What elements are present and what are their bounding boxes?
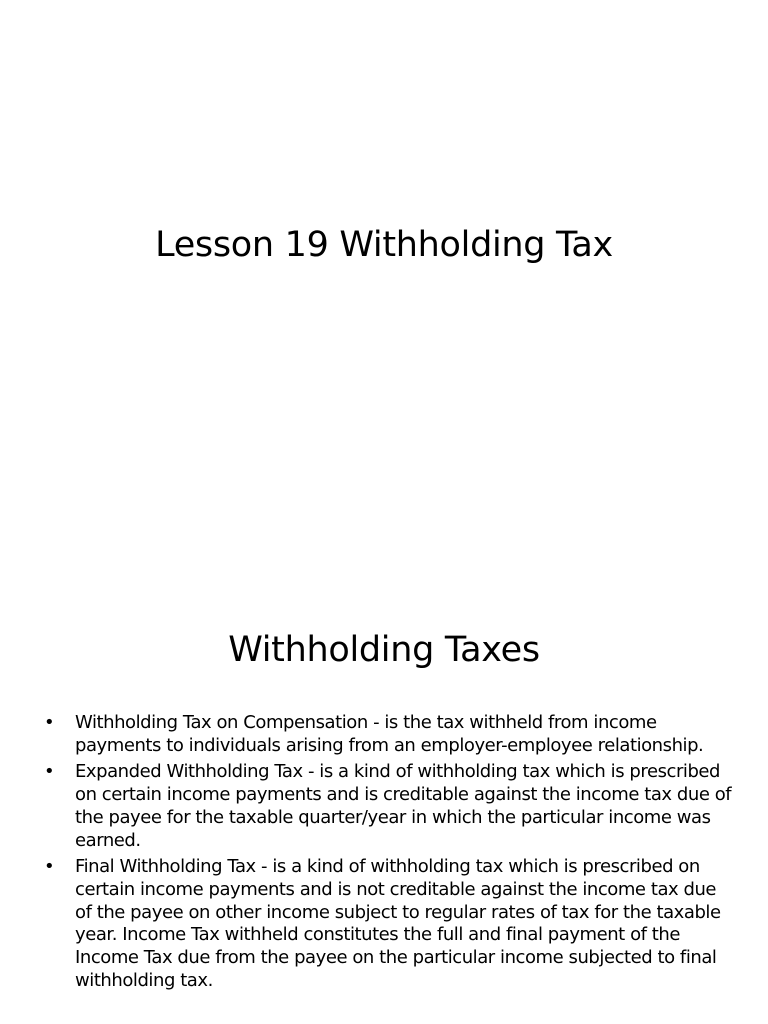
bullet-list xyxy=(44,712,734,996)
bullet-text: Expanded Withholding Tax - is a kind of withholding tax which is prescribed on certain income payments and is creditable against the income tax due of the payee for the taxable quarter/year in which the particular income was earned. xyxy=(75,761,732,851)
bullet-text: Final Withholding Tax - is a kind of withholding tax which is prescribed on certain income payments and is not creditable against the income tax due of the payee on other income subject to regular rates of tax for the taxable year. Income Tax withheld constitutes the full and final payment of the Income Tax due from the payee on the particular income subjected to final withholding tax. xyxy=(75,856,721,991)
bullet-item-compensation xyxy=(44,712,734,757)
bullet-dot-icon: • xyxy=(44,761,55,783)
bullet-text: Withholding Tax on Compensation - is the tax withheld from income payments to individuals arising from an employer-employee relationship. xyxy=(75,712,704,756)
bullet-dot-icon: • xyxy=(44,856,55,878)
bullet-dot-icon: • xyxy=(44,712,55,733)
slide-1-title: Lesson 19 Withholding Tax xyxy=(155,225,613,265)
slide-2-title: Withholding Taxes xyxy=(228,630,540,670)
slide-2 xyxy=(0,576,768,1024)
bullet-item-final xyxy=(44,856,734,992)
bullet-item-expanded xyxy=(44,761,734,852)
